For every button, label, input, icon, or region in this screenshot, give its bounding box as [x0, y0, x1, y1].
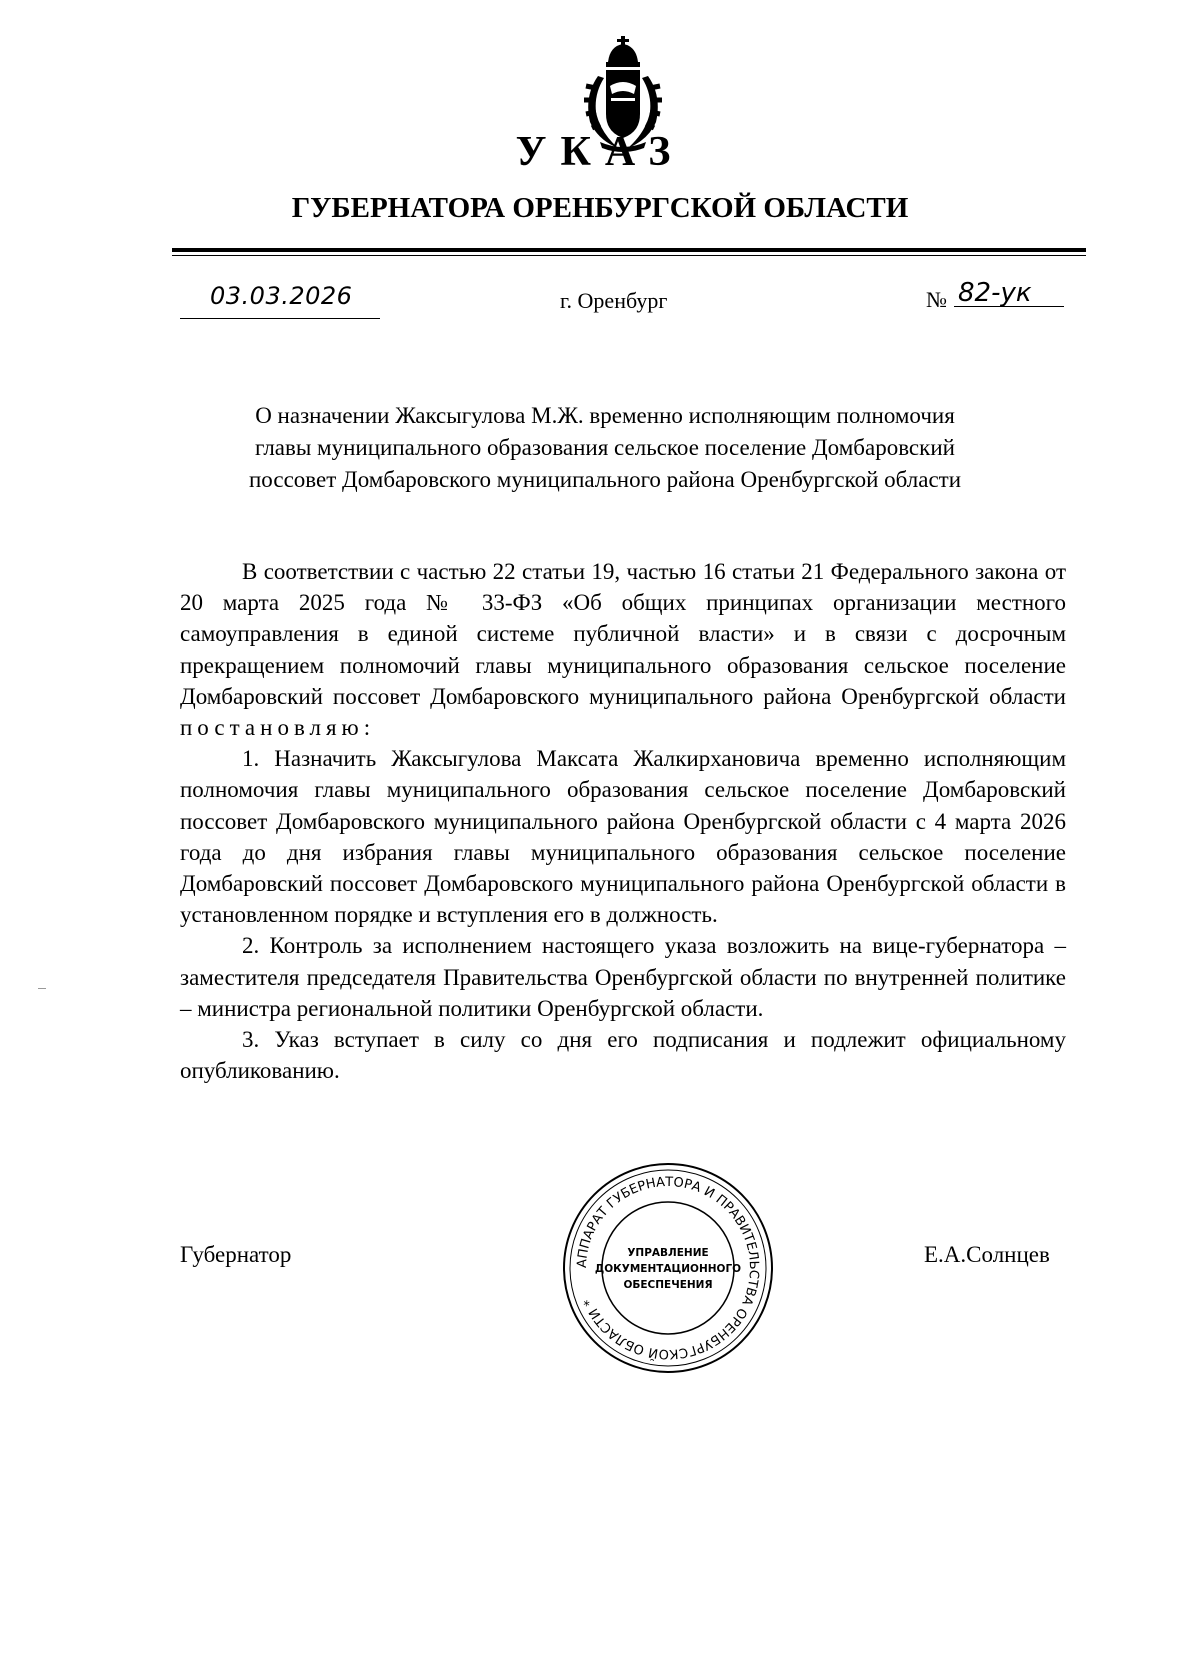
svg-text:УПРАВЛЕНИЕ: УПРАВЛЕНИЕ [627, 1247, 709, 1259]
decree-item: 2. Контроль за исполнением настоящего указа возложить на вице-губернатора – заместителя председателя Правительства Оренбургской области по внутренней политике – министра региональной политики Оренбургской области. [180, 933, 1066, 1021]
document-date: 03.03.2026 [210, 282, 353, 310]
document-place: г. Оренбург [560, 288, 668, 313]
document-body [180, 556, 1066, 1086]
heading-line: поссовет Домбаровского муниципального района Оренбургской области [248, 467, 962, 492]
decree-item: 3. Указ вступает в силу со дня его подписания и подлежит официальному опубликованию. [180, 1027, 1066, 1084]
svg-text:ДОКУМЕНТАЦИОННОГО: ДОКУМЕНТАЦИОННОГО [594, 1263, 742, 1275]
header-rule [172, 248, 1086, 252]
document-number: 82-ук [958, 278, 1032, 308]
heading-line: О назначении Жаксыгулова М.Ж. временно исполняющим полномочия [255, 403, 955, 428]
svg-text:ОБЕСПЕЧЕНИЯ: ОБЕСПЕЧЕНИЯ [623, 1279, 713, 1291]
document-title: УКАЗ [515, 129, 685, 175]
official-seal-stamp [560, 1160, 776, 1376]
document-heading [150, 400, 1060, 496]
document-issuer: ГУБЕРНАТОРА ОРЕНБУРГСКОЙ ОБЛАСТИ [291, 192, 909, 224]
number-underline [954, 306, 1064, 307]
preamble-text: В соответствии с частью 22 статьи 19, частью 16 статьи 21 Федерального закона от 20 марта 2025 года № 33-ФЗ «Об общих принципах организации местного самоуправления в единой системе публичной власти» и в связи с досрочным прекращением полномочий главы муниципального образования сельское поселение Домбаровский поссовет Домбаровского муниципального района Оренбургской области [180, 559, 1066, 709]
preamble-paragraph [180, 556, 1066, 743]
decree-word: постановляю: [180, 715, 376, 741]
signatory-name: Е.А.Солнцев [924, 1242, 1050, 1267]
decree-item: 1. Назначить Жаксыгулова Максата Жалкирхановича временно исполняющим полномочия главы муниципального образования сельское поселение Домбаровский поссовет Домбаровского муниципального района Оренбургской области с 4 марта 2026 года до дня избрания главы муниципального образования сельское поселение Домбаровский поссовет Домбаровского муниципального района Оренбургской области в установленном порядке и вступления его в должность. [180, 746, 1066, 928]
margin-mark [38, 988, 46, 989]
svg-text:АППАРАТ ГУБЕРНАТОРА И ПРАВИТЕЛ: АППАРАТ ГУБЕРНАТОРА И ПРАВИТЕЛЬСТВА ОРЕНБУРГСКОЙ ОБЛАСТИ * [574, 1174, 762, 1362]
header-rule-thin [172, 255, 1086, 256]
number-sign: № [926, 287, 947, 312]
signatory-position: Губернатор [180, 1242, 292, 1267]
heading-line: главы муниципального образования сельское поселение Домбаровский [255, 435, 955, 460]
